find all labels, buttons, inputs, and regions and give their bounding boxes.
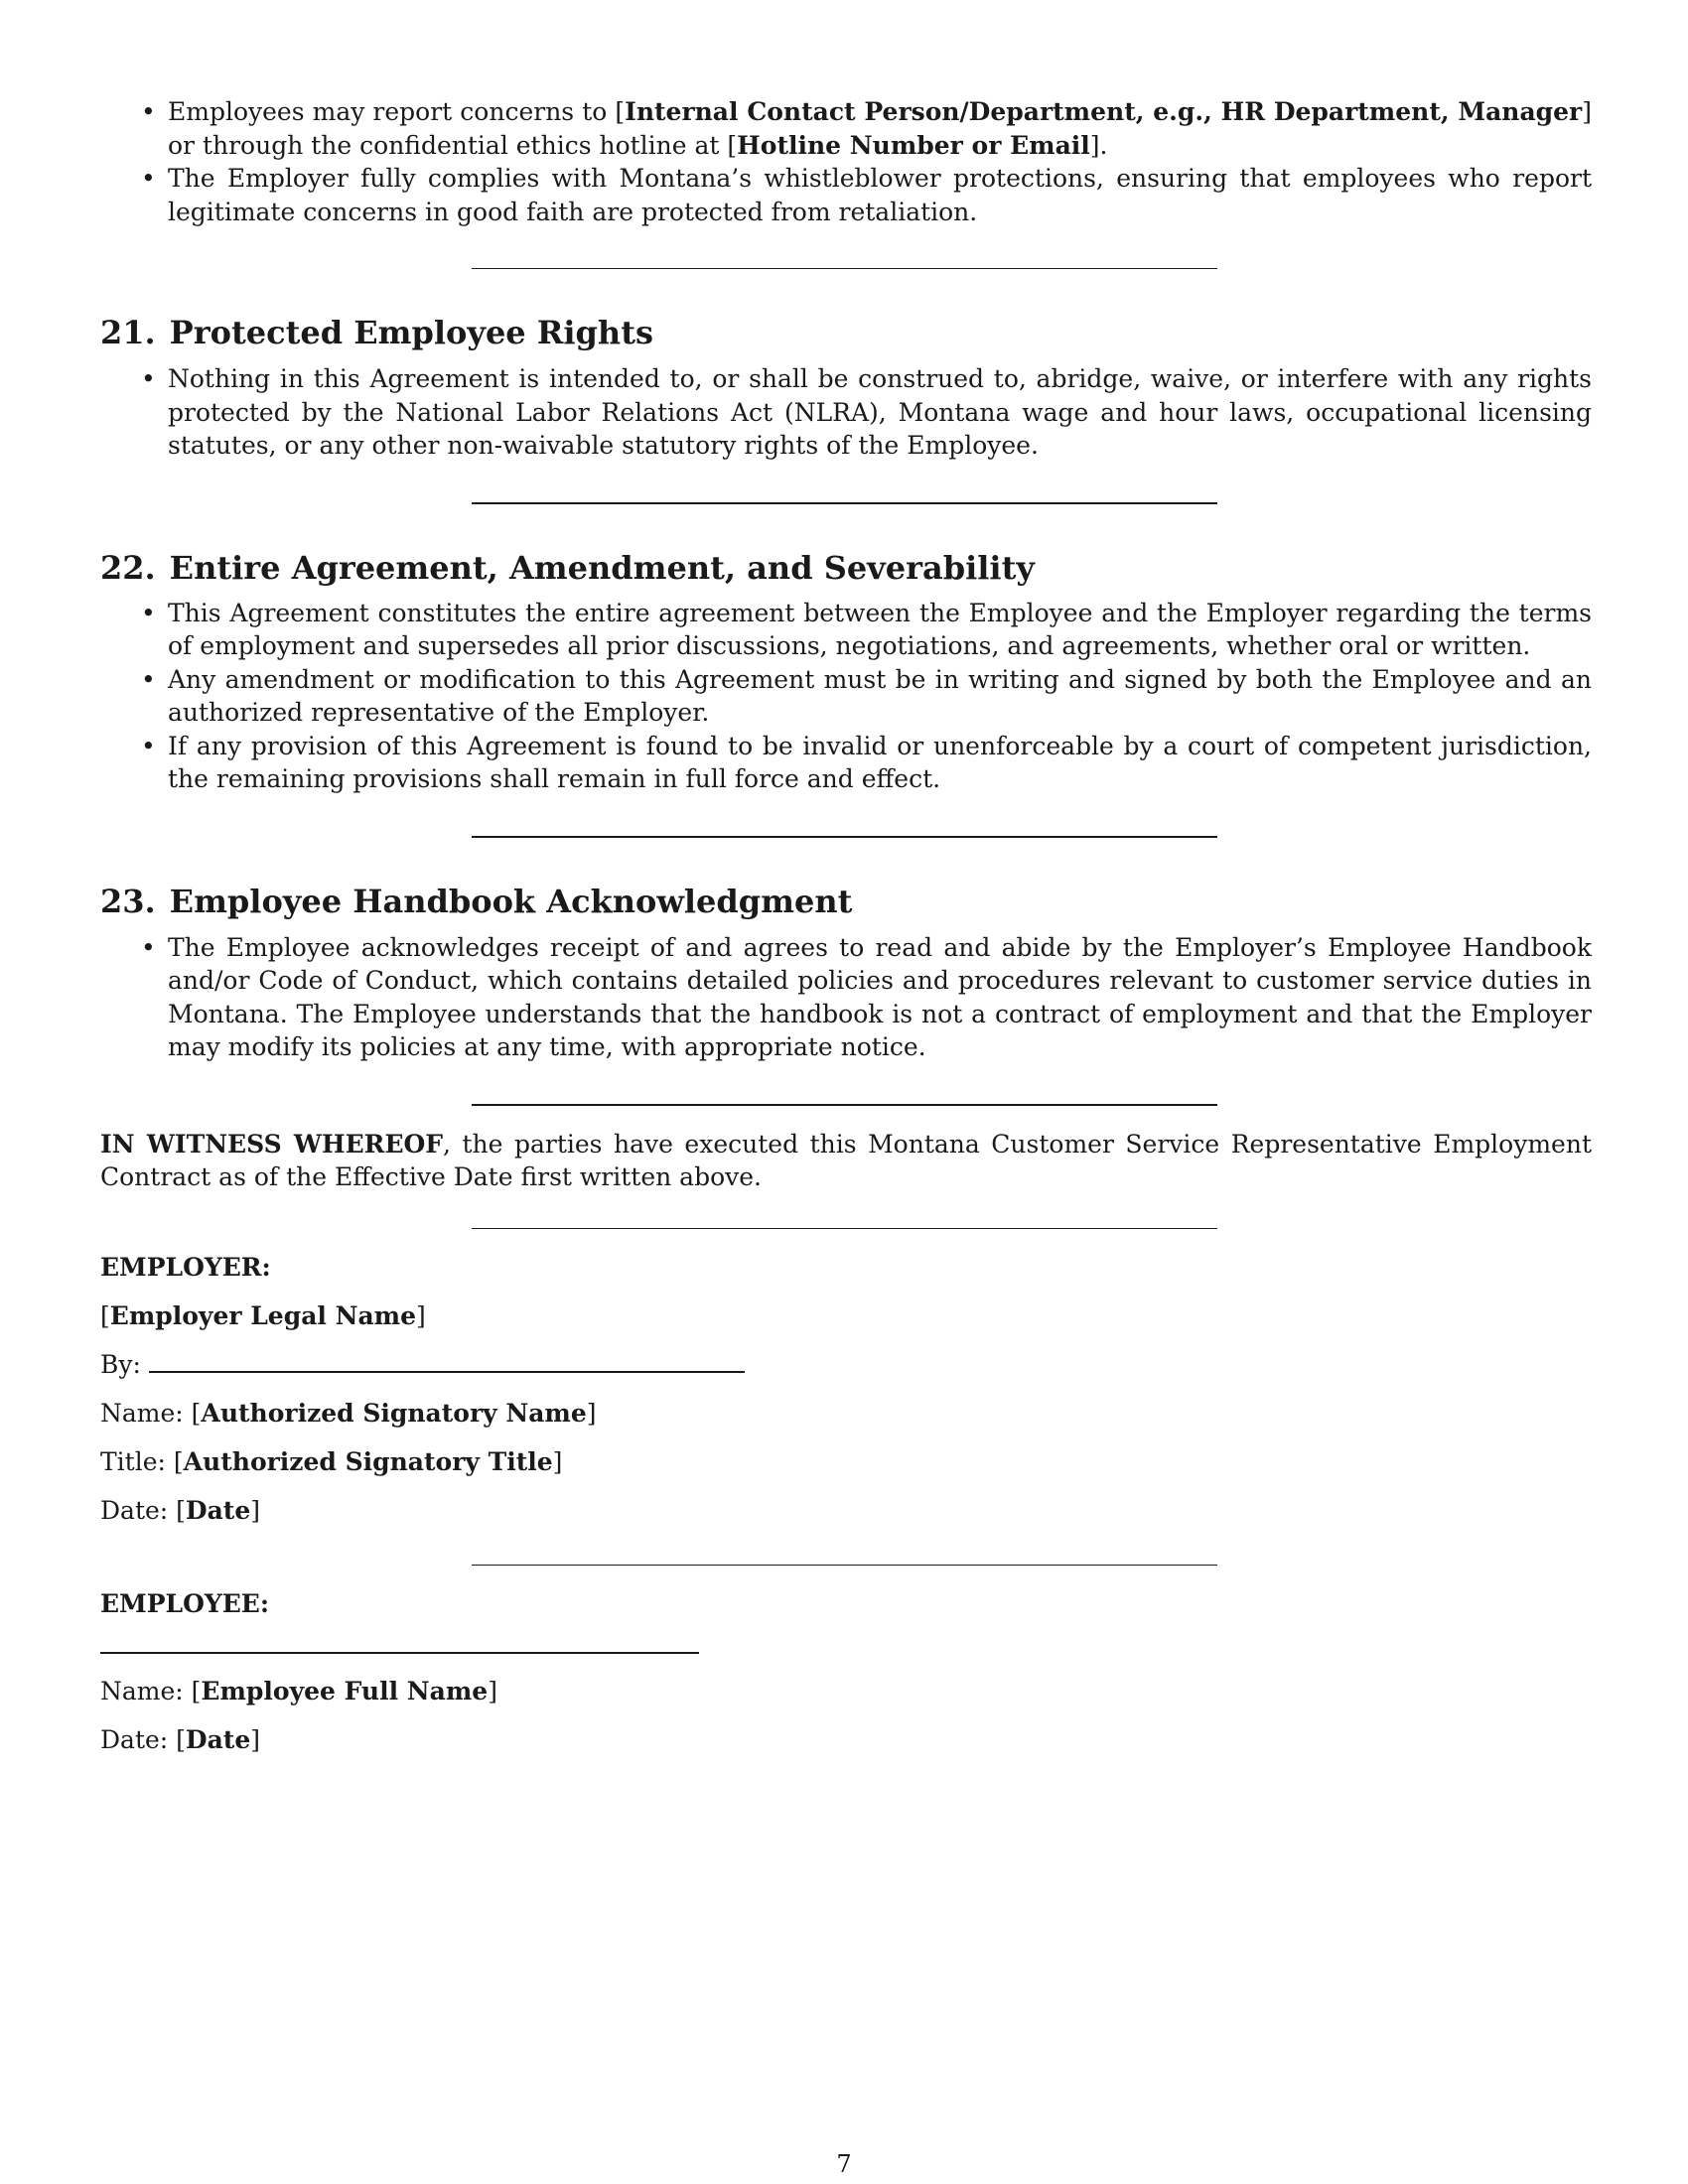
- page-content: [100, 95, 1592, 1756]
- bullet-icon: •: [141, 364, 156, 393]
- employee-signature-block: [100, 1587, 1592, 1756]
- employer-legal-name: [Employer Legal Name]: [100, 1300, 426, 1330]
- employee-name-line: Name: [Employee Full Name]: [100, 1676, 497, 1706]
- section-23-bullets: [100, 931, 1592, 1064]
- section-divider: [472, 1565, 1217, 1566]
- list-item: • This Agreement constitutes the entire agreement between the Employee and the Employer regarding the terms of employment and supersedes all prior discussions, negotiations, and agreements, whether oral or written.: [141, 598, 1592, 660]
- intro-bullet-1: • Employees may report concerns to [Internal Contact Person/Department, e.g., HR Department, Manager] or through the confidential ethics hotline at [Hotline Number or Email].: [141, 97, 1592, 160]
- employer-by-line: By:: [100, 1348, 1592, 1381]
- employer-heading: EMPLOYER:: [100, 1252, 271, 1282]
- bullet-icon: •: [141, 932, 156, 962]
- employee-signature-line[interactable]: [100, 1652, 699, 1654]
- section-21-bullets: [100, 362, 1592, 463]
- section-divider: [472, 1228, 1217, 1229]
- section-divider: [472, 1104, 1217, 1106]
- section-divider: [472, 268, 1217, 269]
- employer-title-line: Title: [Authorized Signatory Title]: [100, 1446, 563, 1476]
- section-heading-22: [100, 548, 1592, 588]
- list-item: • Nothing in this Agreement is intended to, or shall be construed to, abridge, waive, or interfere with any rights protected by the National Labor Relations Act (NLRA), Montana wage and hour laws, occupational licensing statutes, or any other non-waivable statutory rights of the Employee.: [141, 364, 1592, 460]
- section-title: Protected Employee Rights: [169, 314, 653, 351]
- page-number: 7: [836, 2150, 852, 2178]
- bullet-icon: •: [141, 731, 156, 760]
- employer-signature-line[interactable]: [149, 1349, 745, 1373]
- bullet-icon: •: [141, 164, 156, 193]
- employer-signature-block: [100, 1251, 1592, 1527]
- witness-paragraph: IN WITNESS WHEREOF, the parties have executed this Montana Customer Service Representative Employment Contract as of the Effective Date first written above.: [100, 1129, 1592, 1191]
- bullet-icon: •: [141, 97, 156, 126]
- section-title: Employee Handbook Acknowledgment: [169, 882, 853, 920]
- section-title: Entire Agreement, Amendment, and Severability: [169, 548, 1035, 587]
- section-number: 23.: [100, 882, 156, 920]
- employer-name-line: Name: [Authorized Signatory Name]: [100, 1398, 597, 1428]
- section-number: 21.: [100, 314, 156, 351]
- list-item: • The Employee acknowledges receipt of and agrees to read and abide by the Employer’s Employee Handbook and/or Code of Conduct, which contains detailed policies and procedures relevant to customer service duties in Montana. The Employee understands that the handbook is not a contract of employment and that the Employer may modify its policies at any time, with appropriate notice.: [141, 932, 1592, 1061]
- section-heading-23: [100, 882, 1592, 921]
- employer-date-line: Date: [Date]: [100, 1495, 261, 1525]
- employee-date-line: Date: [Date]: [100, 1724, 261, 1754]
- section-number: 22.: [100, 548, 156, 587]
- intro-bullet-2: • The Employer fully complies with Montana’s whistleblower protections, ensuring that employees who report legitimate concerns in good faith are protected from retaliation.: [141, 164, 1592, 226]
- list-item: • Any amendment or modification to this Agreement must be in writing and signed by both the Employee and an authorized representative of the Employer.: [141, 664, 1592, 727]
- intro-bullet-list: [100, 95, 1592, 228]
- list-item: • If any provision of this Agreement is found to be invalid or unenforceable by a court of competent jurisdiction, the remaining provisions shall remain in full force and effect.: [141, 731, 1592, 793]
- section-divider: [472, 836, 1217, 838]
- employee-heading: EMPLOYEE:: [100, 1588, 270, 1618]
- bullet-icon: •: [141, 664, 156, 694]
- section-heading-21: [100, 313, 1592, 352]
- bullet-icon: •: [141, 598, 156, 627]
- section-22-bullets: [100, 597, 1592, 796]
- section-divider: [472, 502, 1217, 504]
